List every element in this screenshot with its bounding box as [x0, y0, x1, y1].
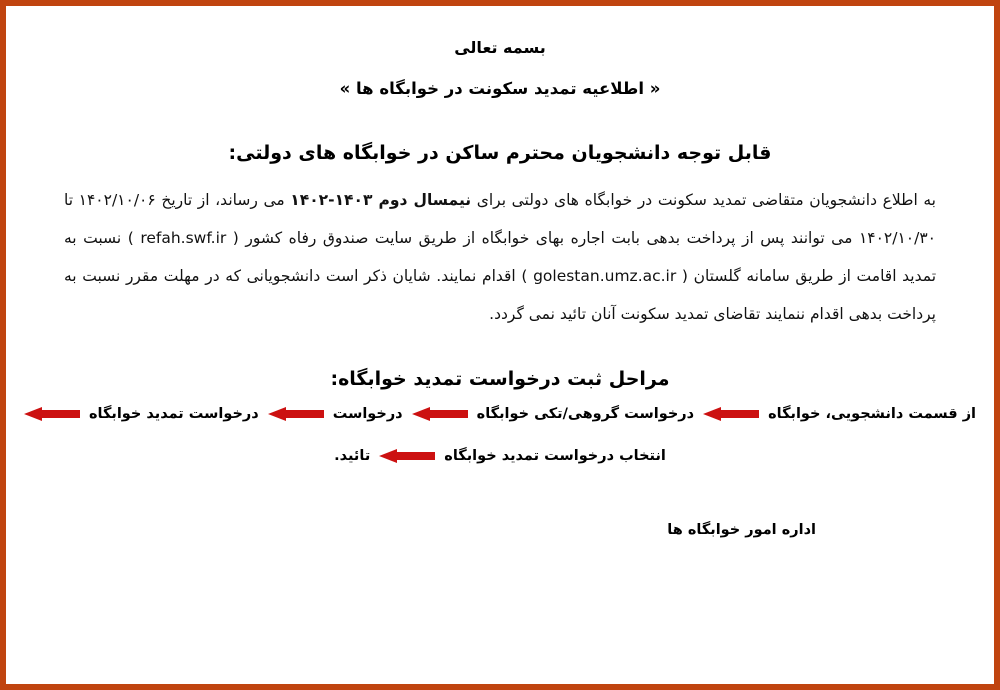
arrow-left-icon	[24, 407, 80, 421]
paragraph-line2-suffix: )	[127, 228, 141, 247]
signature-line: اداره امور خوابگاه ها	[667, 521, 816, 538]
body-paragraph	[64, 182, 936, 334]
step-item-2: درخواست گروهی/تکی خوابگاه	[476, 405, 695, 422]
document-body	[12, 12, 988, 538]
step-item-1: از قسمت دانشجویی، خوابگاه	[768, 405, 977, 422]
paragraph-line1-prefix: به اطلاع دانشجویان متقاضی تمدید سکونت در خوابگاه های دولتی برای	[471, 191, 937, 209]
announcement-title: « اطلاعیه تمدید سکونت در خوابگاه ها »	[339, 79, 661, 98]
semester-bold: نیمسال دوم ۱۴۰۳-۱۴۰۲	[290, 191, 472, 209]
step-item-4: درخواست تمدید خوابگاه	[88, 405, 259, 422]
basmala-line: بسمه تعالی	[454, 38, 546, 57]
arrow-left-icon	[379, 449, 435, 463]
paragraph-line2-prefix: ۱۴۰۲/۱۰/۰۶ تا ۱۴۰۲/۱۰/۳۰ می توانند پس از پرداخت بدهی بابت اجاره بهای خوابگاه از طریق سایت صندوق رفاه کشور (	[64, 191, 936, 247]
step-item-6: تائید.	[334, 447, 371, 464]
paragraph-line3-suffix: ) اقدام نمایند. شایان ذکر است دانشجویانی که در مهلت	[163, 266, 534, 285]
refah-url-text: refah.swf.ir	[140, 228, 227, 247]
paragraph-line4: مقرر نسبت به پرداخت بدهی اقدام ننمایند تقاضای تمدید سکونت آنان تائید نمی گردد.	[64, 266, 936, 323]
steps-row-1	[64, 405, 977, 422]
document-sheet	[12, 12, 988, 678]
golestan-url-text: golestan.umz.ac.ir	[533, 266, 677, 285]
step-item-5: انتخاب درخواست تمدید خوابگاه	[444, 447, 666, 464]
arrow-left-icon	[703, 407, 759, 421]
paragraph-line3-prefix: نسبت به تمدید اقامت از طریق سامانه گلستان (	[64, 228, 937, 285]
arrow-left-icon	[268, 407, 324, 421]
attention-heading: قابل توجه دانشجویان محترم ساکن در خوابگاه های دولتی:	[228, 142, 772, 164]
step-item-3: درخواست	[332, 405, 403, 422]
paragraph-line1-suffix: می رساند، از تاریخ	[161, 191, 291, 209]
steps-heading: مراحل ثبت درخواست تمدید خوابگاه:	[330, 367, 670, 390]
arrow-left-icon	[412, 407, 468, 421]
steps-row-2	[64, 448, 936, 464]
steps-block	[64, 405, 977, 464]
